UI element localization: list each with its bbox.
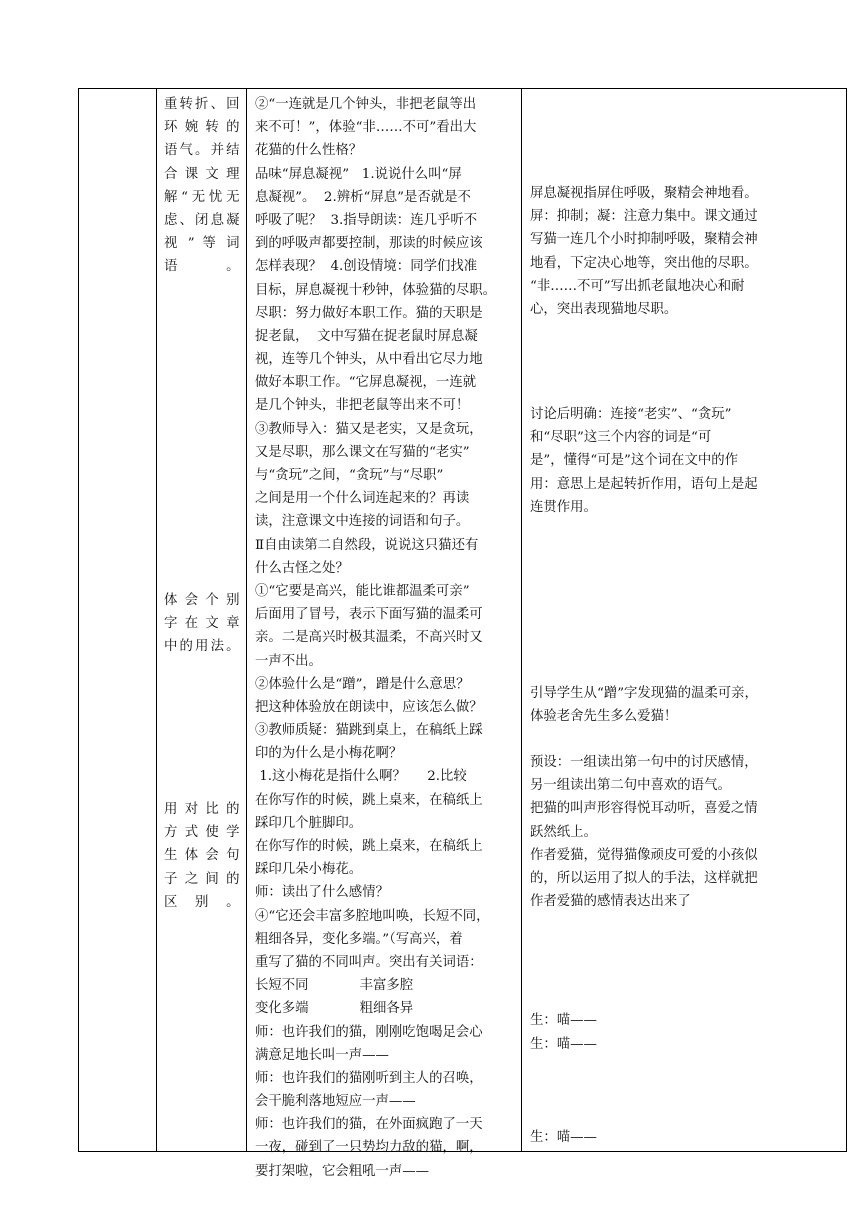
text-line: 重转折、回 (164, 97, 240, 112)
text-line: 地看，下定决心地等，突出他的尽职。 (530, 255, 758, 271)
text-line: 要打架啦，它会粗吼一声—— (255, 1163, 430, 1179)
text-line: 师：也许我们的猫刚听到主人的召唤， (255, 1070, 483, 1086)
text-line: 一夜，碰到了一只势均力敌的猫，啊， (255, 1140, 483, 1156)
text-line: 满意足地长叫一声—— (255, 1047, 389, 1063)
text-line: 字 在 文 章 (164, 616, 240, 632)
text-line: 环 婉 转 的 (164, 120, 240, 136)
text-line: ③教师导入：猫又是老实，又是贪玩， (255, 421, 483, 437)
text-line: 作者爱猫，觉得猫像顽皮可爱的小孩似 (530, 847, 758, 863)
student-reply-2: 生：喵—— (530, 1037, 597, 1052)
note-block-focus (530, 182, 842, 321)
text-line: 在你写作的时候，跳上桌来，在稿纸上 (255, 839, 483, 854)
goal-block-contrast (164, 798, 240, 914)
text-line: 后面用了冒号，表示下面写猫的温柔可 (255, 607, 483, 623)
text-line: Ⅱ自由读第二自然段，说说这只猫还有 (255, 537, 479, 553)
note-block-preset (530, 751, 842, 913)
text-line: 怎样表现？ 4.创设情境：同学们找准 (255, 259, 478, 275)
text-line: ②“一连就是几个钟头，非把老鼠等出 (255, 97, 477, 112)
text-line: 花猫的什么性格？ (255, 143, 363, 159)
text-line: 用：意思上是起转折作用，语句上是起 (530, 476, 758, 492)
text-line: ④“它还会丰富多腔地叫唤，长短不同， (255, 908, 490, 924)
text-line: 师：也许我们的猫，刚刚吃饱喝足会心 (255, 1024, 483, 1040)
note-block-guidance (530, 682, 842, 728)
text-line: 方 式 使 学 (164, 825, 240, 841)
student-reply-3: 生：喵—— (530, 1130, 597, 1145)
text-line: 连贯作用。 (530, 499, 597, 515)
text-line: 什么古怪之处？ (255, 560, 349, 576)
text-line: 的，所以运用了拟人的手法，这样就把 (530, 870, 758, 886)
text-line: 尽职：努力做好本职工作。猫的天职是 (255, 305, 483, 321)
text-line: 1.这小梅花是指什么啊？ 2.比较 (255, 769, 467, 785)
text-line: 亲。二是高兴时极其温柔，不高兴时又 (255, 630, 483, 646)
column-teaching-goals (157, 89, 247, 1151)
text-line: 把这种体验放在朗读中，应该怎么做？ (255, 699, 483, 715)
text-line: 粗细各异，变化多端。”（写高兴，着 (255, 931, 463, 947)
text-line: 踩印几个脏脚印。 (255, 815, 363, 831)
text-line: 一声不出。 (255, 653, 322, 669)
text-line: 师：读出了什么感情？ (255, 885, 389, 901)
column-teaching-process (247, 89, 522, 1179)
text-line: 虑、闭息凝 (164, 212, 240, 228)
text-line: 屏：抑制；凝：注意力集中。课文通过 (530, 209, 758, 225)
text-line: 目标，屏息凝视十秒钟，体验猫的尽职。 (255, 282, 497, 298)
text-line: 是”，懂得“可是”这个词在文中的作 (530, 453, 739, 469)
goal-block-characters (164, 589, 240, 659)
text-line: 印的为什么是小梅花啊？ (255, 746, 403, 762)
text-line: 屏息凝视指屏住呼吸，聚精会神地看。 (530, 186, 758, 201)
column-student-activity (522, 89, 848, 1151)
text-line: 语气。并结 (164, 143, 240, 159)
text-line: 是几个钟头，非把老鼠等出来不可！ (255, 398, 470, 414)
lesson-plan-table (78, 88, 847, 1179)
text-line: 区别。 (164, 894, 240, 910)
text-line: 心，突出表现猫地尽职。 (530, 301, 678, 317)
text-line: 又是尽职，那么课文在写猫的“老实” (255, 444, 470, 460)
text-line: 与“贪玩”之间，“贪玩”与“尽职” (255, 468, 444, 483)
text-line: “非……不可”写出抓老鼠地决心和耐 (530, 278, 745, 294)
text-line: 写猫一连几个小时抑制呼吸，聚精会神 (530, 232, 758, 248)
text-line: 体 会 个 别 (164, 593, 240, 608)
text-line: 呼吸了呢？ 3.指导朗读：连几乎听不 (255, 212, 478, 228)
text-line: 在你写作的时候，跳上桌来，在稿纸上 (255, 792, 483, 808)
text-line: 语。 (164, 259, 240, 275)
text-line: 用 对 比 的 (164, 802, 240, 817)
column-blank (79, 89, 157, 1151)
text-line: 中的用法。 (164, 639, 240, 655)
text-line: 捉老鼠， 文中写猫在捉老鼠时屏息凝 (255, 328, 478, 344)
text-line: 体验老舍先生多么爱猫！ (530, 709, 678, 725)
text-line: 作者爱猫的感情表达出来了 (530, 894, 691, 910)
text-line: 会干脆利落地短应一声—— (255, 1094, 416, 1110)
text-line: 把猫的叫声形容得悦耳动听，喜爱之情 (530, 801, 758, 817)
text-line: 预设：一组读出第一句中的讨厌感情， (530, 755, 758, 770)
text-line: 师：也许我们的猫，在外面疯跑了一天 (255, 1117, 483, 1133)
text-line: 子 之 间 的 (164, 871, 240, 887)
text-line: 息凝视”。 2.辨析“屏息”是否就是不 (255, 189, 471, 205)
note-block-discussion (530, 403, 842, 519)
text-line: 引导学生从“蹭”字发现猫的温柔可亲， (530, 686, 758, 701)
text-line: 和“尽职”这三个内容的词是“可 (530, 430, 712, 446)
text-line: 合 课 文 理 (164, 166, 240, 182)
text-line: 视，连等几个钟头，从中看出它尽力地 (255, 352, 483, 368)
goal-block-tone (164, 93, 240, 279)
text-line: 做好本职工作。“它屏息凝视，一连就 (255, 375, 477, 391)
text-line: 重写了猫的不同叫声。突出有关词语： (255, 954, 483, 970)
text-line: 讨论后明确：连接“老实”、“贪玩” (530, 407, 732, 422)
text-line: 长短不同 丰富多腔 (255, 978, 414, 994)
text-line: ②体验什么是“蹭”，蹭是什么意思？ (255, 676, 470, 692)
text-line: ①“它要是高兴，能比谁都温柔可亲” (255, 583, 470, 599)
text-line: 解“无忧无 (164, 189, 240, 205)
process-text (255, 93, 517, 1183)
text-line: 另一组读出第二句中喜欢的语气。 (530, 778, 731, 794)
text-line: 之间是用一个什么词连起来的？再读 (255, 491, 470, 507)
text-line: 生 体 会 句 (164, 848, 240, 864)
text-line: 到的呼吸声都要控制，那读的时候应该 (255, 236, 483, 252)
student-reply-1: 生：喵—— (530, 1013, 597, 1028)
text-line: 变化多端 粗细各异 (255, 1001, 414, 1017)
text-line: 读，注意课文中连接的词语和句子。 (255, 514, 470, 530)
text-line: 跃然纸上。 (530, 824, 597, 840)
text-line: 品味“屏息凝视” 1.说说什么叫“屏 (255, 166, 462, 182)
text-line: 踩印几朵小梅花。 (255, 862, 363, 878)
text-line: ③教师质疑：猫跳到桌上，在稿纸上踩 (255, 723, 483, 739)
text-line: 来不可！”，体验“非……不可”看出大 (255, 120, 477, 136)
text-line: 视 ” 等 词 (164, 236, 240, 252)
